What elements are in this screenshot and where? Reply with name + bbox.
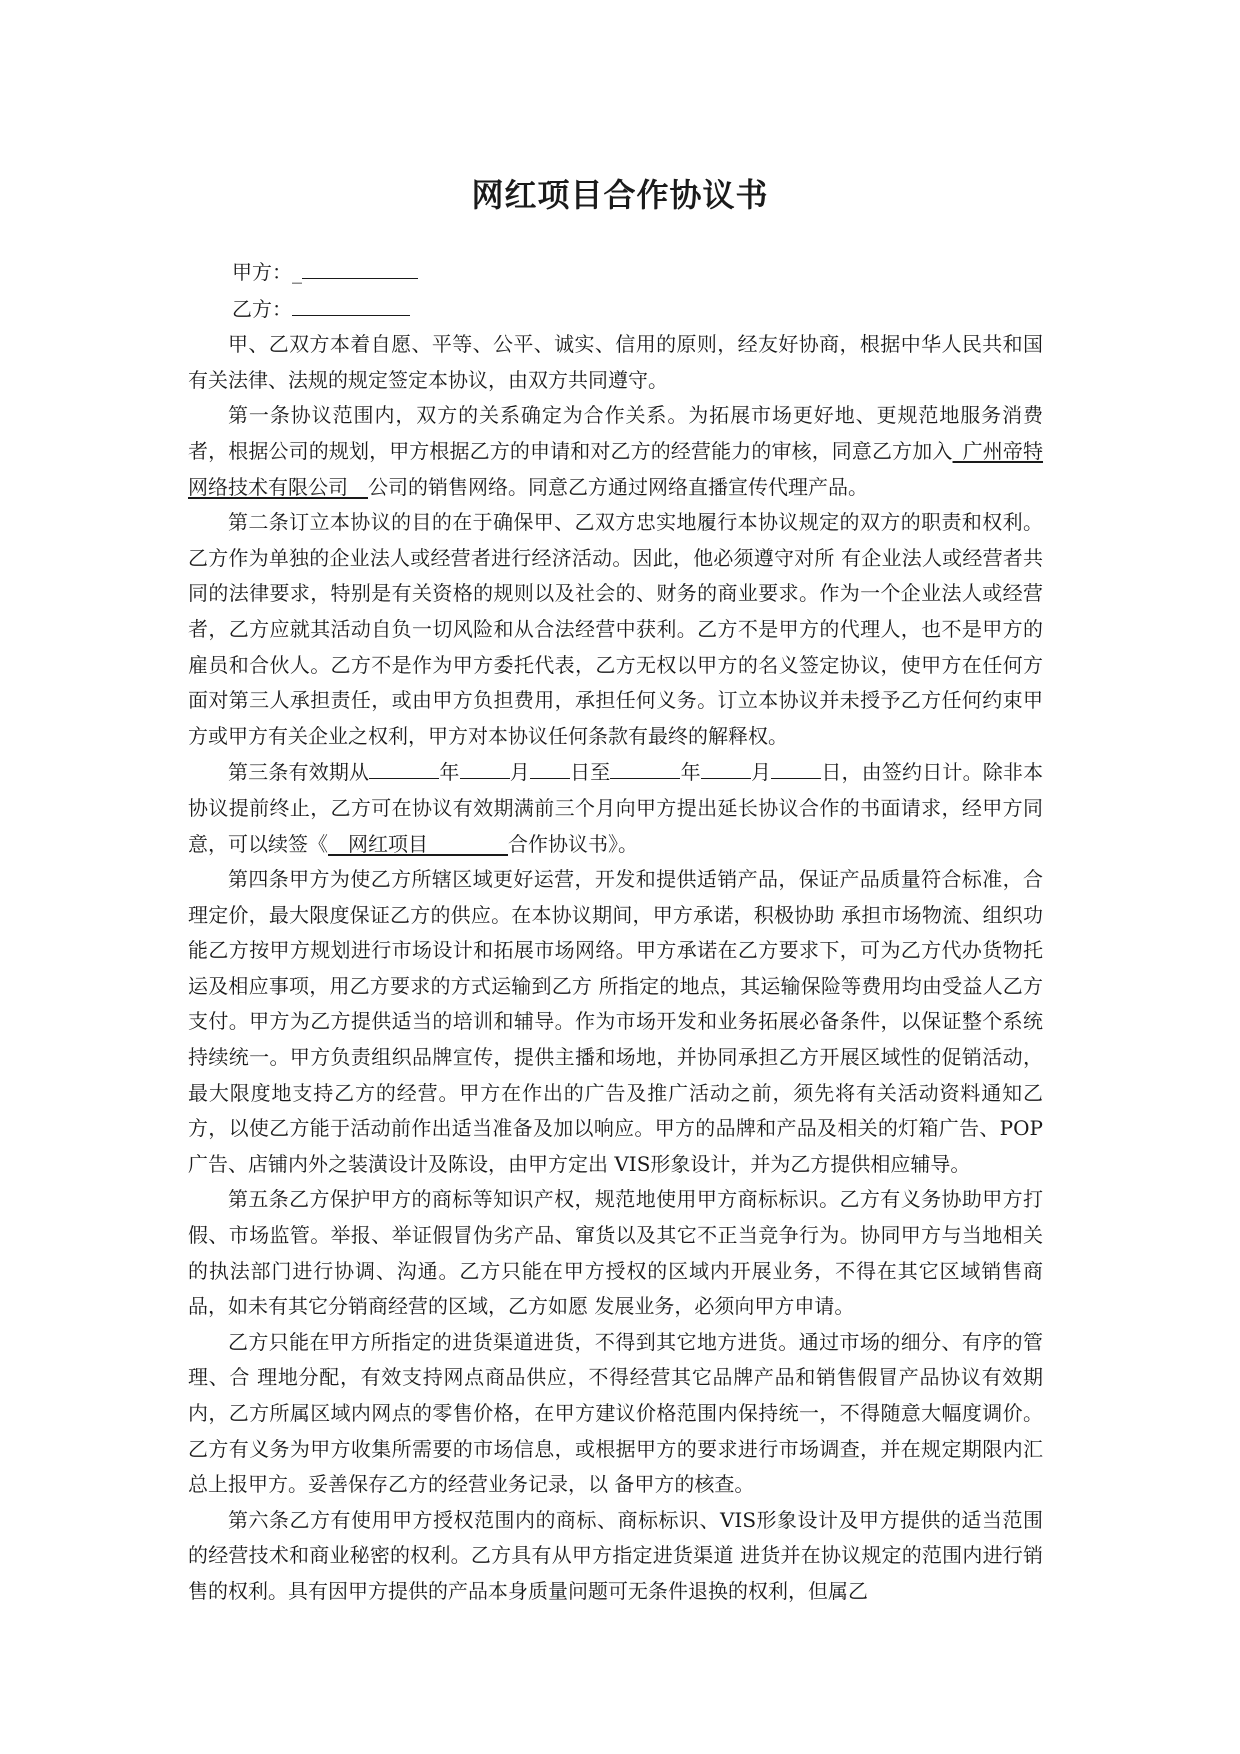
start-year-label: 年 (439, 760, 460, 785)
preamble-paragraph: 甲、乙双方本着自愿、平等、公平、诚实、信用的原则，经友好协商，根据中华人民共和国有关法律、法规的规定签定本协议，由双方共同遵守。 (188, 332, 1043, 392)
party-b-label: 乙方： (232, 296, 292, 321)
end-year-blank[interactable] (610, 754, 680, 779)
article4-paragraph: 第四条甲方为使乙方所辖区域更好运营，开发和提供适销产品，保证产品质量符合标准，合理定价，最大限度保证乙方的供应。在本协议期间，甲方承诺，积极协助 承担市场物流、组织功能乙方按甲方规划进行市场设计和拓展市场网络。甲方承诺在乙方要求下，可为乙方代办货物托运及相应事项，用乙方要求的方式运输到乙方 所指定的地点，其运输保险等费用均由受益人乙方支付。甲方为乙方提供适当的培训和辅导。作为市场开发和业务拓展必备条件，以保证整个系统持续统一。甲方负责组织品牌宣传，提供主播和场地，并协同承担乙方开展区域性的促销活动，最大限度地支持乙方的经营。甲方在作出的广告及推广活动之前，须先将有关活动资料通知乙方，以使乙方能于活动前作出适当准备及加以响应。甲方的品牌和产品及相关的灯箱广告、POP广告、店铺内外之装潢设计及陈设，由甲方定出 VIS形象设计，并为乙方提供相应辅导。 (188, 867, 1043, 1176)
article5-paragraph: 第五条乙方保护甲方的商标等知识产权，规范地使用甲方商标标识。乙方有义务协助甲方打假、市场监管。举报、举证假冒伪劣产品、窜货以及其它不正当竞争行为。协同甲方与当地相关的执法部门进行协调、沟通。乙方只能在甲方授权的区域内开展业务，不得在其它区域销售商品，如未有其它分销商经营的区域，乙方如愿 发展业务，必须向甲方申请。 (188, 1187, 1043, 1319)
end-day-label: 日，由签约日计。除非本协议提前终止，乙方可在协议有效期满前三个月向甲方提出延长协议合作的书面请求，经甲方同意，可以续签《 (188, 760, 1044, 856)
party-a-line (188, 254, 1043, 291)
end-year-label: 年 (680, 760, 701, 785)
start-month-label: 月 (509, 760, 530, 785)
article1-text-2: 公司的销售网络。同意乙方通过网络直播宣传代理产品。 (368, 474, 868, 499)
article3-paragraph (188, 754, 1043, 862)
start-year-blank[interactable] (369, 754, 439, 779)
document-body (188, 254, 1043, 1610)
article1-paragraph (188, 398, 1043, 505)
article3-project-name: __网红项目________ (328, 831, 508, 856)
party-a-blank[interactable] (302, 254, 418, 279)
article6-paragraph: 第六条乙方有使用甲方授权范围内的商标、商标标识、VIS形象设计及甲方提供的适当范围的经营技术和商业秘密的权利。乙方具有从甲方指定进货渠道 进货并在协议规定的范围内进行销售的权利。具有因甲方提供的产品本身质量问题可无条件退换的权利，但属乙 (188, 1507, 1043, 1603)
end-month-blank[interactable] (701, 754, 751, 779)
article3-text-start: 第三条有效期从 (228, 760, 370, 785)
end-day-blank[interactable] (771, 754, 821, 779)
article1-company-name: _广州帝特网络技术有限公司__ (188, 438, 1044, 499)
start-month-blank[interactable] (460, 754, 510, 779)
start-day-blank[interactable] (530, 754, 570, 779)
party-a-label: 甲方：_ (232, 260, 302, 284)
article5-continued-paragraph: 乙方只能在甲方所指定的进货渠道进货，不得到其它地方进货。通过市场的细分、有序的管理、合 理地分配，有效支持网点商品供应，不得经营其它品牌产品和销售假冒产品协议有效期内，乙方所属区域内网点的零售价格，在甲方建议价格范围内保持统一，不得随意大幅度调价。乙方有义务为甲方收集所需要的市场信息，或根据甲方的要求进行市场调查，并在规定期限内汇总上报甲方。妥善保存乙方的经营业务记录，以 备甲方的核查。 (188, 1329, 1043, 1497)
article1-text-1: 第一条协议范围内，双方的关系确定为合作关系。为拓展市场更好地、更规范地服务消费者，根据公司的规划，甲方根据乙方的申请和对乙方的经营能力的审核，同意乙方加入 (188, 403, 1043, 463)
start-day-label: 日至 (569, 760, 611, 785)
party-b-blank[interactable] (292, 291, 410, 316)
article3-text-end: 合作协议书》。 (508, 831, 638, 856)
end-month-label: 月 (750, 760, 772, 785)
party-b-line (188, 291, 1043, 328)
document-title: 网红项目合作协议书 (471, 176, 769, 214)
article2-paragraph: 第二条订立本协议的目的在于确保甲、乙双方忠实地履行本协议规定的双方的职责和权利。乙方作为单独的企业法人或经营者进行经济活动。因此，他必须遵守对所 有企业法人或经营者共同的法律要求，特别是有关资格的规则以及社会的、财务的商业要求。作为一个企业法人或经营者，乙方应就其活动自负一切风险和从合法经营中获利。乙方不是甲方的代理人，也不是甲方的雇员和合伙人。乙方不是作为甲方委托代表，乙方无权以甲方的名义签定协议，使甲方在任何方面对第三人承担责任，或由甲方负担费用，承担任何义务。订立本协议并未授予乙方任何约束甲方或甲方有关企业之权利，甲方对本协议任何条款有最终的解释权。 (188, 510, 1043, 748)
